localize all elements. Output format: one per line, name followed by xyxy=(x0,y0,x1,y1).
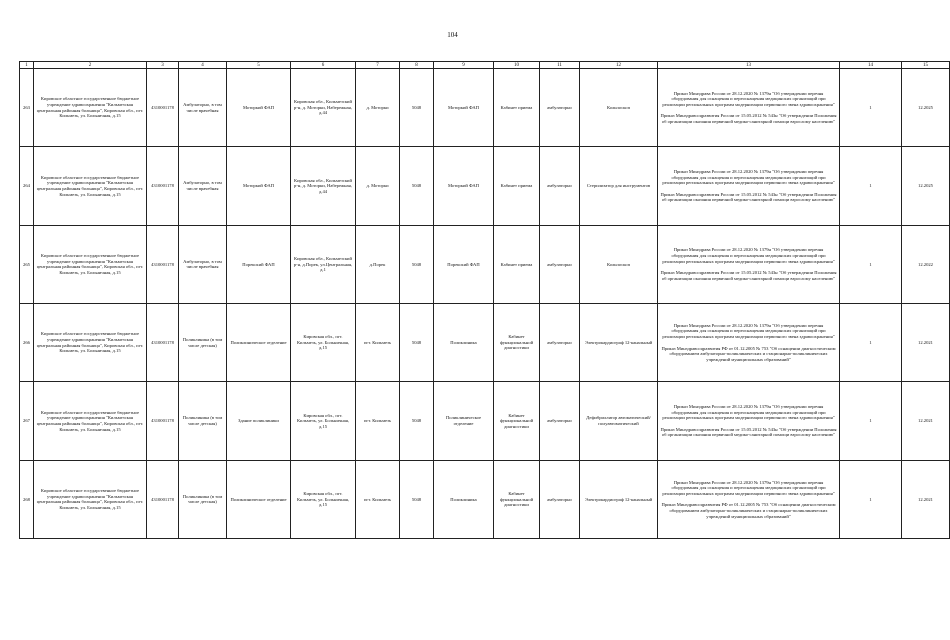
code-cell: 5048 xyxy=(400,460,434,538)
regulation-primary: Приказ Минздрава России от 28.12.2020 № 1379н "Об утверждении перечня оборудования для оснащения и переоснащения медицинских организаций при реализации региональных программ модернизации первичного звена здравоохранения" xyxy=(662,322,835,340)
row-number-cell: 267 xyxy=(20,382,34,460)
subunit-cell: Порекский ФАП xyxy=(434,225,494,303)
inn-cell: 4310001178 xyxy=(147,69,179,147)
inn-cell: 4310001178 xyxy=(147,225,179,303)
regulation-cell xyxy=(658,304,840,382)
equipment-cell: Электрокардиограф 12-канальный xyxy=(580,460,658,538)
organization-cell: Кировское областное государственное бюджетное учреждение здравоохранения "Кильмезская центральная районная больница", Кировская обл., пгт. Кильмезь, ул. Больничная, д.15 xyxy=(34,382,147,460)
column-number: 9 xyxy=(434,62,494,69)
column-number: 14 xyxy=(840,62,902,69)
locality-cell: пгт. Кильмезь xyxy=(356,460,400,538)
column-number: 11 xyxy=(540,62,580,69)
equipment-cell: Кольпоскоп xyxy=(580,225,658,303)
care-type-cell: Поликлиника (в том числе детская) xyxy=(179,304,227,382)
condition-cell: амбулаторно xyxy=(540,304,580,382)
code-cell: 5048 xyxy=(400,304,434,382)
regulation-secondary: Приказ Минздравсоцразвития РФ от 01.12.2005 № 753 "Об оснащении диагностическим оборудованием амбулаторно-поликлинических и стационарно-поликлинических учреждений муниципальных образований" xyxy=(661,345,836,362)
organization-cell: Кировское областное государственное бюджетное учреждение здравоохранения "Кильмезская центральная районная больница", Кировская обл., пгт. Кильмезь, ул. Больничная, д.15 xyxy=(34,460,147,538)
quantity-cell: 1 xyxy=(840,225,902,303)
care-type-cell: Поликлиника (в том числе детская) xyxy=(179,382,227,460)
subunit-cell: Моторкий ФАП xyxy=(434,147,494,225)
inn-cell: 4310001178 xyxy=(147,147,179,225)
regulation-cell xyxy=(658,225,840,303)
column-number: 8 xyxy=(400,62,434,69)
unit-cell: Поликлиническое отделение xyxy=(227,460,291,538)
address-cell: Кировская обл., пгт. Кильмезь, ул. Больничная, д.15 xyxy=(291,304,356,382)
row-number-cell: 268 xyxy=(20,460,34,538)
table-row xyxy=(20,147,950,225)
equipment-cell: Стерилизатор для инструментов xyxy=(580,147,658,225)
equipment-cell: Электрокардиограф 12-канальный xyxy=(580,304,658,382)
date-cell: 12.2021 xyxy=(902,304,950,382)
table-row xyxy=(20,382,950,460)
page-number: 104 xyxy=(447,31,458,39)
regulation-cell xyxy=(658,147,840,225)
table-row xyxy=(20,304,950,382)
column-number: 1 xyxy=(20,62,34,69)
unit-cell: Здание поликлиники xyxy=(227,382,291,460)
column-number: 13 xyxy=(658,62,840,69)
room-cell: Кабинет функциональной диагностики xyxy=(494,382,540,460)
code-cell: 5048 xyxy=(400,225,434,303)
address-cell: Кировская обл., пгт. Кильмезь, ул. Больничная, д.15 xyxy=(291,382,356,460)
regulation-primary: Приказ Минздрава России от 28.12.2020 № 1379н "Об утверждении перечня оборудования для оснащения и переоснащения медицинских организаций при реализации региональных программ модернизации первичного звена здравоохранения" xyxy=(662,404,835,421)
subunit-cell: Моторкий ФАП xyxy=(434,69,494,147)
subunit-cell: Поликлиника xyxy=(434,460,494,538)
address-cell: Кировская обл., пгт. Кильмезь, ул. Больничная, д.15 xyxy=(291,460,356,538)
equipment-cell: Кольпоскоп xyxy=(580,69,658,147)
organization-cell: Кировское областное государственное бюджетное учреждение здравоохранения "Кильмезская центральная районная больница", Кировская обл., пгт. Кильмезь, ул. Больничная, д.15 xyxy=(34,304,147,382)
inn-cell: 4310001178 xyxy=(147,304,179,382)
date-cell: 12.2021 xyxy=(902,382,950,460)
column-number: 3 xyxy=(147,62,179,69)
room-cell: Кабинет функциональной диагностики xyxy=(494,460,540,538)
row-number-cell: 264 xyxy=(20,147,34,225)
subunit-cell: Поликлиника xyxy=(434,304,494,382)
unit-cell: Моторкий ФАП xyxy=(227,69,291,147)
equipment-cell: Дефибриллятор автоматический/полуавтоматический xyxy=(580,382,658,460)
code-cell: 5048 xyxy=(400,382,434,460)
address-cell: Кировская обл., Кильмезский р-н, д.Порек, ул.Центральная, д.1 xyxy=(291,225,356,303)
regulation-secondary: Приказ Минздравсоцразвития России от 15.05.2012 № 543н "Об утверждении Положения об организации оказания первичной медико-санитарной помощи взрослому населению" xyxy=(660,270,837,281)
table-row xyxy=(20,225,950,303)
locality-cell: пгт. Кильмезь xyxy=(356,304,400,382)
care-type-cell: Амбулаторно, в том числе врачебная xyxy=(179,147,227,225)
inn-cell: 4310001178 xyxy=(147,460,179,538)
address-cell: Кировская обл., Кильмезский р-н, д. Моторки, Набережная, д.44 xyxy=(291,147,356,225)
locality-cell: пгт. Кильмезь xyxy=(356,382,400,460)
room-cell: Кабинет приема xyxy=(494,69,540,147)
column-number: 4 xyxy=(179,62,227,69)
locality-cell: д. Моторки xyxy=(356,69,400,147)
row-number-cell: 266 xyxy=(20,304,34,382)
unit-cell: Порекский ФАП xyxy=(227,225,291,303)
condition-cell: амбулаторно xyxy=(540,147,580,225)
subunit-cell: Поликлиническое отделение xyxy=(434,382,494,460)
room-cell: Кабинет приема xyxy=(494,225,540,303)
row-number-cell: 263 xyxy=(20,69,34,147)
condition-cell: амбулаторно xyxy=(540,69,580,147)
regulation-secondary: Приказ Минздравсоцразвития РФ от 01.12.2005 № 753 "Об оснащении диагностическим оборудованием амбулаторно-поликлинических и стационарно-поликлинических учреждений муниципальных образований" xyxy=(661,502,836,519)
organization-cell: Кировское областное государственное бюджетное учреждение здравоохранения "Кильмезская центральная районная больница", Кировская обл., пгт. Кильмезь, ул. Больничная, д.15 xyxy=(34,147,147,225)
row-number-cell: 265 xyxy=(20,225,34,303)
regulation-primary: Приказ Минздрава России от 28.12.2020 № 1379н "Об утверждении перечня оборудования для оснащения и переоснащения медицинских организаций при реализации региональных программ модернизации первичного звена здравоохранения" xyxy=(662,90,835,107)
code-cell: 5048 xyxy=(400,147,434,225)
locality-cell: д. Моторки xyxy=(356,147,400,225)
care-type-cell: Амбулаторно, в том числе врачебная xyxy=(179,69,227,147)
regulation-secondary: Приказ Минздравсоцразвития России от 15.05.2012 № 543н "Об утверждении Положения об организации оказания первичной медико-санитарной помощи взрослому населению" xyxy=(660,426,837,438)
quantity-cell: 1 xyxy=(840,304,902,382)
date-cell: 12.2025 xyxy=(902,147,950,225)
date-cell: 12.2022 xyxy=(902,225,950,303)
column-number: 7 xyxy=(356,62,400,69)
organization-cell: Кировское областное государственное бюджетное учреждение здравоохранения "Кильмезская центральная районная больница", Кировская обл., пгт. Кильмезь, ул. Больничная, д.15 xyxy=(34,225,147,303)
regulation-primary: Приказ Минздрава России от 28.12.2020 № 1379н "Об утверждении перечня оборудования для оснащения и переоснащения медицинских организаций при реализации региональных программ модернизации первичного звена здравоохранения" xyxy=(662,169,835,186)
quantity-cell: 1 xyxy=(840,69,902,147)
column-number: 2 xyxy=(34,62,147,69)
column-number: 10 xyxy=(494,62,540,69)
regulation-cell xyxy=(658,69,840,147)
address-cell: Кировская обл., Кильмезский р-н, д. Моторки, Набережная, д.44 xyxy=(291,69,356,147)
regulation-secondary: Приказ Минздравсоцразвития России от 15.05.2012 № 543н "Об утверждении Положения об организации оказания первичной медико-санитарной помощи взрослому населению" xyxy=(660,113,837,125)
column-number: 15 xyxy=(902,62,950,69)
inn-cell: 4310001178 xyxy=(147,382,179,460)
condition-cell: амбулаторно xyxy=(540,382,580,460)
unit-cell: Моторкий ФАП xyxy=(227,147,291,225)
quantity-cell: 1 xyxy=(840,382,902,460)
organization-cell: Кировское областное государственное бюджетное учреждение здравоохранения "Кильмезская центральная районная больница", Кировская обл., пгт. Кильмезь, ул. Больничная, д.15 xyxy=(34,69,147,147)
column-number: 6 xyxy=(291,62,356,69)
column-number: 5 xyxy=(227,62,291,69)
date-cell: 12.2021 xyxy=(902,460,950,538)
quantity-cell: 1 xyxy=(840,147,902,225)
care-type-cell: Амбулаторно, в том числе врачебная xyxy=(179,225,227,303)
date-cell: 12.2025 xyxy=(902,69,950,147)
condition-cell: амбулаторно xyxy=(540,225,580,303)
regulation-secondary: Приказ Минздравсоцразвития России от 15.05.2012 № 543н "Об утверждении Положения об организации оказания первичной медико-санитарной помощи взрослому населению" xyxy=(660,191,837,203)
equipment-registry-table xyxy=(19,61,950,539)
unit-cell: Поликлиническое отделение xyxy=(227,304,291,382)
code-cell: 5048 xyxy=(400,69,434,147)
column-number-row xyxy=(20,62,950,69)
table-row xyxy=(20,69,950,147)
regulation-primary: Приказ Минздрава России от 28.12.2020 № 1379н "Об утверждении перечня оборудования для оснащения и переоснащения медицинских организаций при реализации региональных программ модернизации первичного звена здравоохранения" xyxy=(662,479,835,496)
room-cell: Кабинет приема xyxy=(494,147,540,225)
condition-cell: амбулаторно xyxy=(540,460,580,538)
column-number: 12 xyxy=(580,62,658,69)
regulation-cell xyxy=(658,382,840,460)
quantity-cell: 1 xyxy=(840,460,902,538)
care-type-cell: Поликлиника (в том числе детская) xyxy=(179,460,227,538)
room-cell: Кабинет функциональной диагностики xyxy=(494,304,540,382)
table-row xyxy=(20,460,950,538)
regulation-cell xyxy=(658,460,840,538)
regulation-primary: Приказ Минздрава России от 28.12.2020 № 1379н "Об утверждении перечня оборудования для оснащения и переоснащения медицинских организаций при реализации региональных программ модернизации первичного звена здравоохранения" xyxy=(662,247,835,264)
locality-cell: д.Порек xyxy=(356,225,400,303)
